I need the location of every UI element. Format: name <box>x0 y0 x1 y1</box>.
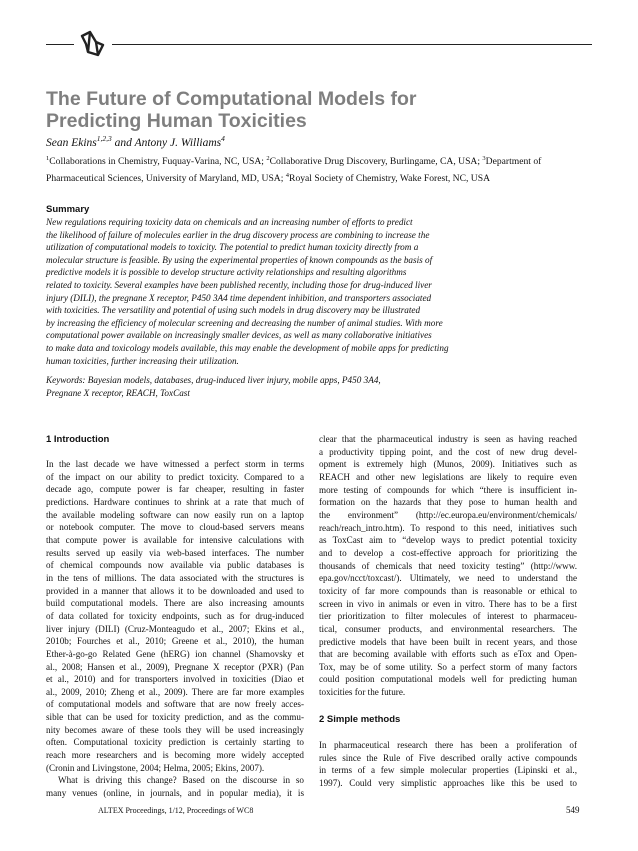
body-line: (Cronin and Livingstone, 2004; Helma, 2005; Ekins, 2007). <box>46 762 265 773</box>
body-line: al., 2009, 2010; Zheng et al., 2009). There are far more examples <box>46 686 304 697</box>
author-1: Sean Ekins <box>46 136 97 149</box>
body-line: predictive models that have been built in recent years, and those <box>319 636 577 647</box>
affil-3-num: 3 <box>482 155 486 162</box>
section-2-text <box>319 739 577 790</box>
summary-line: related to toxicity. Several examples have been published recently, including those for drug-induced liver <box>46 279 432 290</box>
body-line: clear that the pharmaceutical industry is seen as having reached <box>319 434 577 444</box>
keywords-line: Pregnane X receptor, REACH, ToxCast <box>46 387 190 398</box>
affil-1: Collaborations in Chemistry, Fuquay-Varina, NC, USA; <box>49 156 267 168</box>
body-line: liver injury (DILI) (Cruz-Monteagudo et al., 2007; Ekins et al., <box>46 623 304 634</box>
body-line: of data collated for toxicity endpoints, such as for drug-induced <box>46 610 304 621</box>
body-line: In pharmaceutical research there has been a proliferation of <box>319 740 577 750</box>
paper-title <box>46 88 566 132</box>
body-line: et al., 2010) and for transporters involved in toxicities (Diao et <box>46 674 304 685</box>
body-line: of computational models and software that are now freely acces- <box>46 699 304 710</box>
summary-text <box>46 216 516 367</box>
body-line: of the impact on our ability to predict toxicity. Compared to a <box>46 471 304 482</box>
body-line: more testing of compounds for which “there is insufficient in- <box>319 484 577 495</box>
body-line: reach more researchers and is becoming more widely accepted <box>46 750 304 761</box>
affil-1-num: 1 <box>46 155 50 162</box>
body-line: formation on the hazards that they pose to human health and <box>319 497 577 508</box>
body-line: sible that can be used for toxicity prediction, and as the commu- <box>46 712 304 723</box>
body-line: opment is extremely high (Munos, 2009). Initiatives such as <box>319 459 577 470</box>
body-line: 2010b; Fourches et al., 2010; Greene et al., 2010), the human <box>46 636 304 647</box>
body-line: nity becomes aware of these tools they will be used increasingly <box>46 724 304 735</box>
affiliations <box>46 152 591 186</box>
body-line: tical, consumer products, and environmental researchers. The <box>319 623 577 634</box>
affil-2: Collaborative Drug Discovery, Burlingame, CA, USA; <box>269 156 483 168</box>
title-line-2: Predicting Human Toxicities <box>46 110 307 132</box>
summary-line: molecular structure is feasible. By using the experimental properties of known compounds as the basis of <box>46 254 433 265</box>
altex-logo-icon <box>76 28 108 60</box>
body-line: could position computational models well for predicting human <box>319 674 577 685</box>
right-column <box>319 433 577 699</box>
body-line: toxicity of far more compounds than is reasonable or ethical to <box>319 585 577 596</box>
body-line: reach/reach_intro.htm). To respond to this need, initiatives such <box>319 522 577 533</box>
summary-line: by increasing the efficiency of molecular screening and decreasing the number of animal studies. With more <box>46 317 443 328</box>
body-line: Ether-à-go-go Related Gene (hERG) ion channel (Shamovsky et <box>46 648 304 659</box>
body-line: thousands of chemicals that need toxicity testing” (http://www. <box>319 560 577 571</box>
section-1-heading: 1 Introduction <box>46 434 110 445</box>
affil-4: Royal Society of Chemistry, Wake Forest, NC, USA <box>289 173 490 185</box>
summary-line: injury (DILI), the pregnane X receptor, P450 3A4 time dependent inhibition, and transporters associated <box>46 292 432 303</box>
summary-line: with toxicities. The versatility and potential of using such models in drug discovery may be illustrated <box>46 305 421 316</box>
body-line: al., 2008; Hansen et al., 2009), Pregnane X receptor (PXR) (Pan <box>46 661 304 672</box>
body-line: or notebook computer. The move to cloud-based servers means <box>46 522 304 533</box>
body-line: epa.gov/ncct/toxcast/). Ultimately, we need to understand the <box>319 573 577 584</box>
keywords-line: Keywords: Bayesian models, databases, drug-induced liver injury, mobile apps, P450 3A4, <box>46 375 381 385</box>
body-line: toxicities for the future. <box>319 687 406 698</box>
author-2: Antony J. Williams <box>134 136 222 149</box>
body-line: predictions. Hardware continues to shrink at a rate that much of <box>46 496 304 507</box>
affil-4-num: 4 <box>285 172 290 180</box>
summary-line: predictive models it is possible to develop structure activity relationships and resulting algorithms <box>46 267 407 278</box>
author-2-affil: 4 <box>221 134 225 143</box>
section-2-heading: 2 Simple methods <box>319 714 401 725</box>
title-line-1: The Future of Computational Models for <box>46 88 417 110</box>
footer-journal: ALTEX Proceedings, 1/12, Proceedings of WC8 <box>98 806 254 815</box>
body-line: tier prioritization to filter molecules of interest to pharmaceu- <box>319 611 577 622</box>
authors-and: and <box>111 136 135 149</box>
header-rule-left <box>46 44 74 45</box>
body-line: as ToxCast aim to “develop ways to predict potential toxicity <box>319 535 577 546</box>
body-line: that compute power is available for intensive calculations with <box>46 534 304 545</box>
body-line: many venues (online, in journals, and in popular media), it is <box>46 788 304 799</box>
summary-line: utilization of computational models to toxicity. The potential to predict human toxicity directly from a <box>46 242 419 253</box>
summary-line: to make data and toxicology models available, this may enable the development of mobile apps for predicting <box>46 342 449 353</box>
body-line: 1997). Could very simplistic approaches like this be used to <box>319 777 577 788</box>
body-line: the available modeling software can now easily run on a laptop <box>46 509 304 520</box>
keywords <box>46 374 516 399</box>
body-line: decade ago, compute power is far cheaper, resulting in faster <box>46 484 304 495</box>
summary-heading: Summary <box>46 204 90 215</box>
body-line: of chemical compounds now available via public databases is <box>46 560 304 571</box>
body-line: in terms of a few simple molecular properties (Lipinski et al., <box>319 765 577 776</box>
body-line: provided in a manner that allows it to be downloaded and used to <box>46 585 304 596</box>
body-line: the environment” (http://ec.europa.eu/environment/chemicals/ <box>319 509 577 520</box>
body-line: and to develop a cost-effective approach for prioritizing the <box>319 547 577 558</box>
body-line: in the tens of millions. The data associated with the structures is <box>46 572 304 583</box>
header-rule-right <box>112 44 592 45</box>
body-line: REACH and other new legislations are likely to require even <box>319 471 577 482</box>
summary-line: computational power available on increasingly smaller devices, as well as many collaborative initiatives <box>46 330 432 341</box>
body-line: a productivity tipping point, and the cost of new drug devel- <box>319 446 577 457</box>
author-1-affil: 1,2,3 <box>96 134 112 143</box>
body-line: What is driving this change? Based on the discourse in so <box>58 775 304 786</box>
summary-line: the likelihood of failure of molecules earlier in the drug discovery process are combining to increase the <box>46 229 430 240</box>
affil-3: Department of Pharmaceutical Sciences, University of Maryland, MD, USA; <box>46 156 542 185</box>
page-number: 549 <box>566 805 580 815</box>
body-line: screen in vivo in animals or even in vitro. There has to be a first <box>319 598 577 609</box>
body-line: often. Computational toxicity prediction is certainly starting to <box>46 737 304 748</box>
body-line: build computational models. There are also increasing amounts <box>46 598 304 609</box>
left-column <box>46 458 304 800</box>
body-line: In the last decade we have witnessed a perfect storm in terms <box>46 459 304 469</box>
authors <box>46 134 225 149</box>
body-line: results served up easily via web-based interfaces. The number <box>46 547 304 558</box>
body-line: that are becoming available with efforts such as eTox and Open- <box>319 649 577 660</box>
affil-2-num: 2 <box>266 155 270 162</box>
summary-line: human toxicities, further increasing their utilization. <box>46 355 239 366</box>
body-line: rules since the Rule of Five described orally active compounds <box>319 752 577 763</box>
body-line: Tox, may be of some utility. So a perfect storm of many factors <box>319 661 577 672</box>
summary-line: New regulations requiring toxicity data on chemicals and an increasing number of efforts to predict <box>46 217 413 227</box>
